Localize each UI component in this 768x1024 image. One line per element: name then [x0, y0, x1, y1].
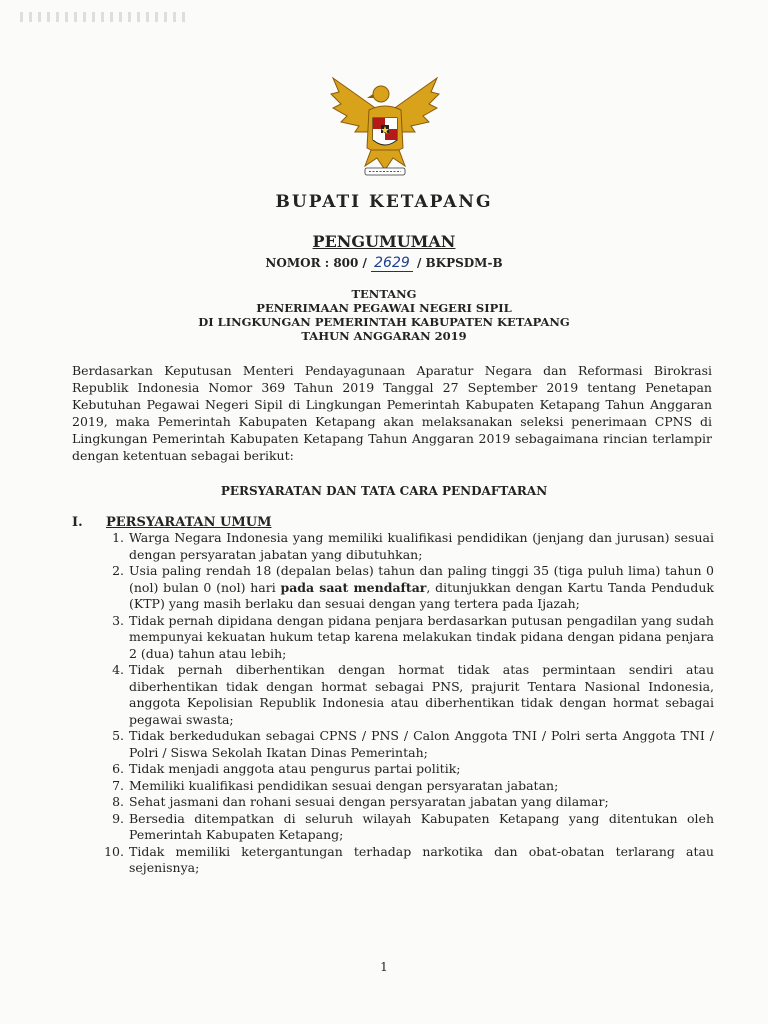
list-item-number: 4.	[112, 662, 124, 677]
document-number-suffix: / BKPSDM-B	[416, 256, 503, 270]
list-item	[96, 613, 714, 663]
scan-artifact	[20, 12, 190, 22]
garuda-pancasila-emblem	[325, 70, 445, 180]
list-item-text: Tidak pernah diberhentikan dengan hormat tidak atas permintaan sendiri atau diberhentikan tidak dengan hormat sebagai PNS, prajurit Tentara Nasional Indonesia, anggota Kepolisian Republik Indonesia atau diberhentikan tidak dengan hormat sebagai pegawai swasta;	[129, 662, 714, 727]
list-item-text: Tidak pernah dipidana dengan pidana penjara berdasarkan putusan pengadilan yang sudah mempunyai kekuatan hukum tetap karena melakukan tindak pidana dengan pidana penjara 2 (dua) tahun atau lebih;	[129, 612, 714, 661]
list-item-text: Warga Negara Indonesia yang memiliki kualifikasi pendidikan (jenjang dan jurusan) sesuai dengan persyaratan jabatan yang dibutuhkan;	[129, 530, 714, 562]
handwritten-number: 2629	[371, 255, 413, 272]
section-heading: PERSYARATAN DAN TATA CARA PENDAFTARAN	[220, 484, 548, 498]
document-number-prefix: NOMOR : 800 /	[265, 256, 367, 270]
list-item-text-start: Usia paling rendah 18 (depalan belas) tahun dan paling tinggi 35 (tiga puluh lima) tahun 0 (nol) bulan 0 (nol) hari	[129, 563, 714, 595]
list-item-number: 5.	[112, 728, 124, 743]
list-item	[96, 563, 714, 613]
document-type-title: PENGUMUMAN	[312, 232, 456, 251]
issuer-title: BUPATI KETAPANG	[275, 192, 493, 212]
list-item-text	[129, 563, 714, 613]
document-number	[0, 255, 768, 271]
list-item-text: Bersedia ditempatkan di seluruh wilayah Kabupaten Ketapang yang ditentukan oleh Pemerintah Kabupaten Ketapang;	[129, 810, 714, 842]
subsection-heading	[72, 515, 272, 530]
list-item-text: Tidak memiliki ketergantungan terhadap narkotika dan obat-obatan terlarang atau sejenisnya;	[129, 843, 714, 875]
list-item	[96, 728, 714, 761]
list-item-number: 9.	[112, 810, 124, 826]
list-item	[96, 778, 714, 795]
list-item-number: 10.	[104, 843, 124, 859]
subsection-number: I.	[72, 515, 83, 530]
list-item-text: Tidak menjadi anggota atau pengurus partai politik;	[129, 761, 461, 776]
subject-block	[0, 287, 768, 343]
list-item	[96, 811, 714, 844]
list-item	[96, 761, 714, 778]
list-item-number: 1.	[112, 530, 124, 545]
list-item-number: 6.	[112, 761, 124, 776]
list-item	[96, 662, 714, 728]
subject-line-1: PENERIMAAN PEGAWAI NEGERI SIPIL	[256, 301, 512, 315]
subject-line-3: TAHUN ANGGARAN 2019	[301, 329, 467, 343]
page-number: 1	[380, 960, 388, 974]
list-item-text: Memiliki kualifikasi pendidikan sesuai dengan persyaratan jabatan;	[129, 777, 559, 793]
subject-label: TENTANG	[351, 287, 417, 301]
list-item-number: 8.	[112, 794, 124, 809]
list-item-text: Sehat jasmani dan rohani sesuai dengan persyaratan jabatan yang dilamar;	[129, 794, 609, 809]
list-item	[96, 794, 714, 811]
subject-line-2: DI LINGKUNGAN PEMERINTAH KABUPATEN KETAPANG	[198, 315, 570, 329]
list-item	[96, 530, 714, 563]
list-item-number: 3.	[112, 612, 124, 628]
list-item-text-end: , ditunjukkan dengan Kartu Tanda Penduduk (KTP) yang masih berlaku dan sesuai dengan yang tertera pada Ijazah;	[129, 579, 714, 611]
list-item-number: 2.	[112, 563, 124, 578]
list-item-emphasis: pada saat mendaftar	[280, 579, 427, 595]
requirements-list	[96, 530, 714, 877]
subsection-title: PERSYARATAN UMUM	[106, 515, 272, 530]
list-item-text: Tidak berkedudukan sebagai CPNS / PNS / Calon Anggota TNI / Polri serta Anggota TNI / Polri / Siswa Sekolah Ikatan Dinas Pemerintah;	[129, 728, 714, 760]
intro-paragraph: Berdasarkan Keputusan Menteri Pendayagunaan Aparatur Negara dan Reformasi Birokrasi Republik Indonesia Nomor 369 Tahun 2019 Tanggal 27 September 2019 tentang Penetapan Kebutuhan Pegawai Negeri Sipil di Lingkungan Pemerintah Kabupaten Ketapang Tahun Anggaran 2019, maka Pemerintah Kabupaten Ketapang akan melaksanakan seleksi penerimaan CPNS di Lingkungan Pemerintah Kabupaten Ketapang Tahun Anggaran 2019 sebagaimana rincian terlampir dengan ketentuan sebagai berikut:	[72, 363, 712, 463]
list-item	[96, 844, 714, 877]
list-item-number: 7.	[112, 777, 124, 793]
